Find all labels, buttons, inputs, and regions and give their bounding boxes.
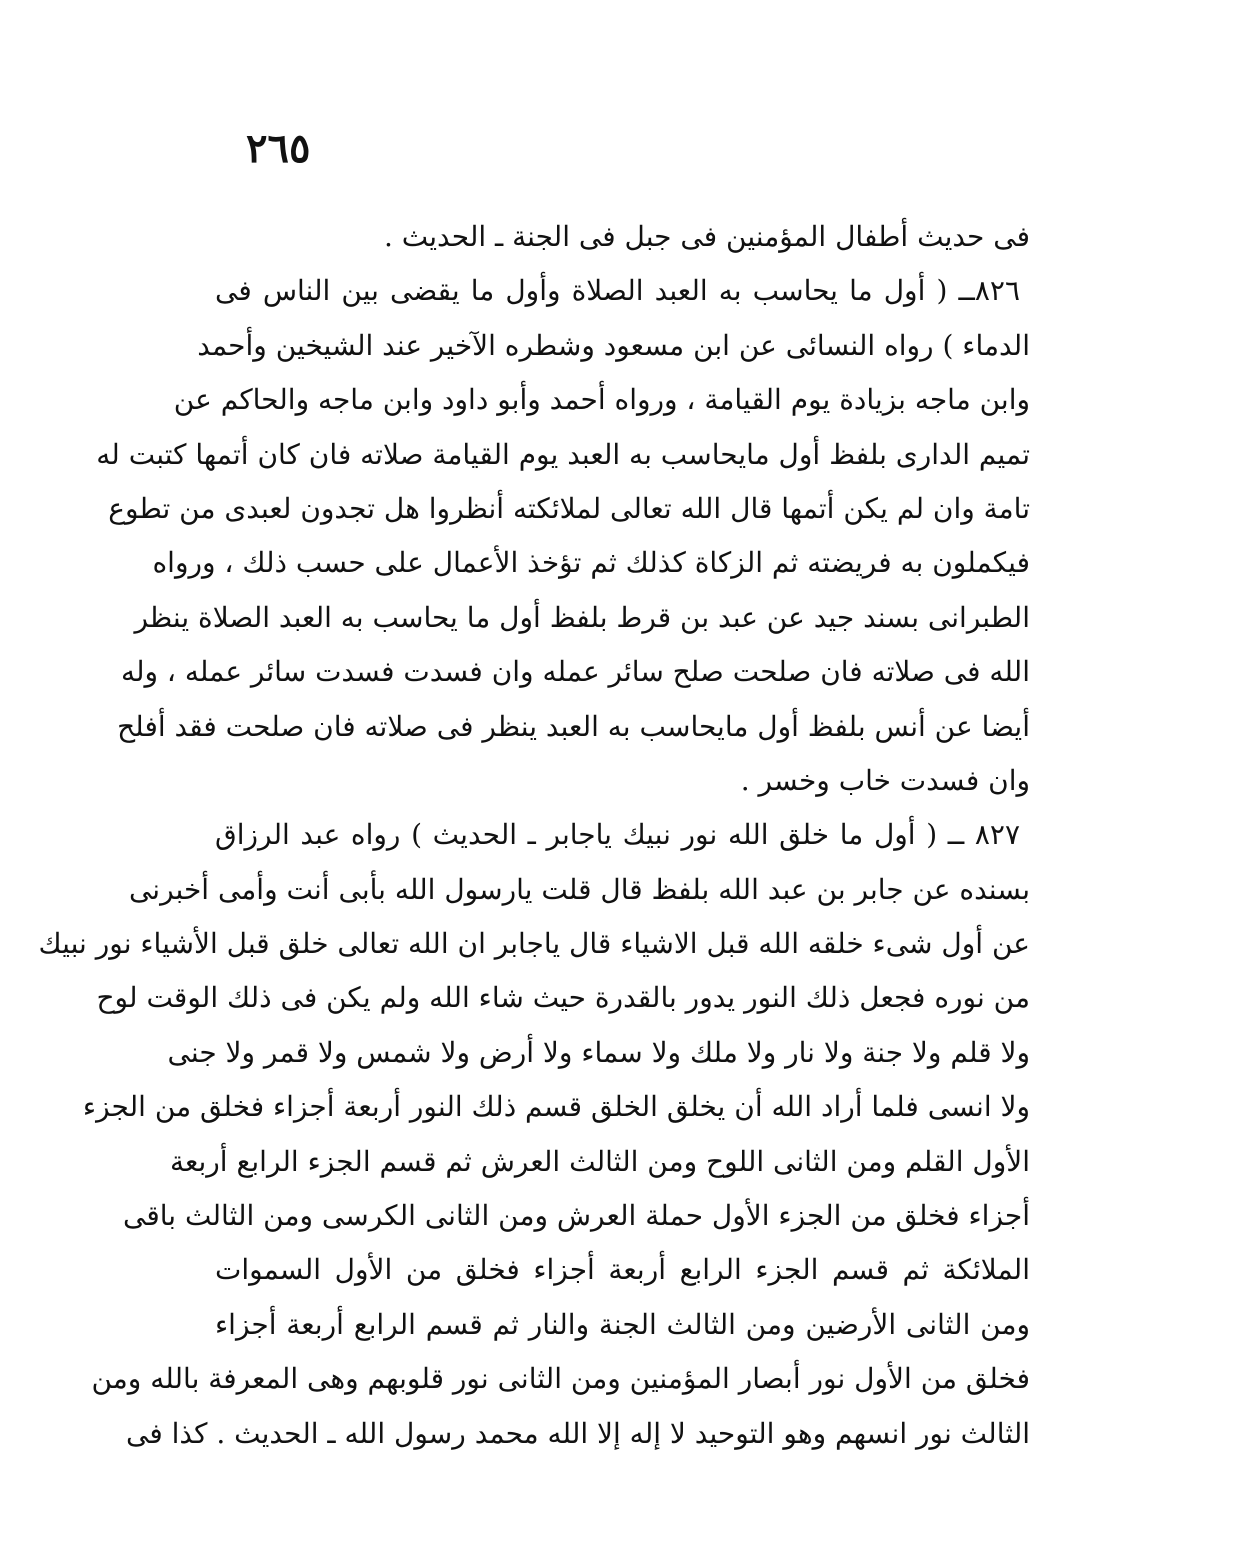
text-line: فيكملون به فريضته ثم الزكاة كذلك ثم تؤخذ الأعمال على حسب ذلك ، ورواه: [152, 546, 1030, 580]
text-line: ومن الثانى الأرضين ومن الثالث الجنة والنار ثم قسم الرابع أربعة أجزاء: [215, 1307, 1030, 1341]
text-line: تامة وان لم يكن أتمها قال الله تعالى لملائكته أنظروا هل تجدون لعبدى من تطوع: [108, 491, 1030, 525]
text-line: أيضا عن أنس بلفظ أول مايحاسب به العبد ينظر فى صلاته فان صلحت فقد أفلح: [117, 709, 1030, 743]
text-line: ٨٢٧ ــ ( أول ما خلق الله نور نبيك ياجابر ـ الحديث ) رواه عبد الرزاق: [215, 818, 1020, 852]
text-line: فخلق من الأول نور أبصار المؤمنين ومن الثانى نور قلوبهم وهى المعرفة بالله ومن: [91, 1362, 1030, 1396]
text-line: الأول القلم ومن الثانى اللوح ومن الثالث العرش ثم قسم الجزء الرابع أربعة: [169, 1144, 1030, 1178]
text-line: وابن ماجه بزيادة يوم القيامة ، ورواه أحمد وأبو داود وابن ماجه والحاكم عن: [173, 383, 1030, 417]
text-line: فى حديث أطفال المؤمنين فى جبل فى الجنة ـ الحديث .: [383, 220, 1030, 253]
text-line: من نوره فجعل ذلك النور يدور بالقدرة حيث شاء الله ولم يكن فى ذلك الوقت لوح: [96, 981, 1030, 1015]
text-line: الثالث نور انسهم وهو التوحيد لا إله إلا الله محمد رسول الله ـ الحديث . كذا فى: [126, 1416, 1030, 1450]
text-line: تميم الدارى بلفظ أول مايحاسب به العبد يوم القيامة صلاته فان كان أتمها كتبت له: [96, 437, 1030, 471]
text-line: بسنده عن جابر بن عبد الله بلفظ قال قلت يارسول الله بأبى أنت وأمى أخبرنى: [128, 872, 1030, 906]
text-line: وان فسدت خاب وخسر .: [740, 763, 1030, 797]
text-line: ولا انسى فلما أراد الله أن يخلق الخلق قسم ذلك النور أربعة أجزاء فخلق من الجزء: [82, 1090, 1030, 1124]
body-text: [38, 210, 1030, 1461]
text-line: ولا قلم ولا جنة ولا نار ولا ملك ولا سماء ولا أرض ولا شمس ولا قمر ولا جنى: [167, 1035, 1030, 1069]
text-line: الطبرانى بسند جيد عن عبد بن قرط بلفظ أول ما يحاسب به العبد الصلاة ينظر: [134, 600, 1030, 634]
page-number: ٢٦٥: [246, 125, 311, 172]
text-line: الله فى صلاته فان صلحت صلح سائر عمله وان فسدت فسدت سائر عمله ، وله: [120, 655, 1030, 689]
text-line: أجزاء فخلق من الجزء الأول حملة العرش ومن الثانى الكرسى ومن الثالث باقى: [123, 1199, 1030, 1233]
text-line: الملائكة ثم قسم الجزء الرابع أربعة أجزاء فخلق من الأول السموات: [215, 1253, 1030, 1287]
text-line: ٨٢٦ــ ( أول ما يحاسب به العبد الصلاة وأول ما يقضى بين الناس فى: [215, 274, 1020, 308]
text-line: الدماء ) رواه النسائى عن ابن مسعود وشطره الآخير عند الشيخين وأحمد: [197, 328, 1030, 362]
text-line: عن أول شىء خلقه الله قبل الاشياء قال ياجابر ان الله تعالى خلق قبل الأشياء نور نبيك: [38, 927, 1030, 961]
